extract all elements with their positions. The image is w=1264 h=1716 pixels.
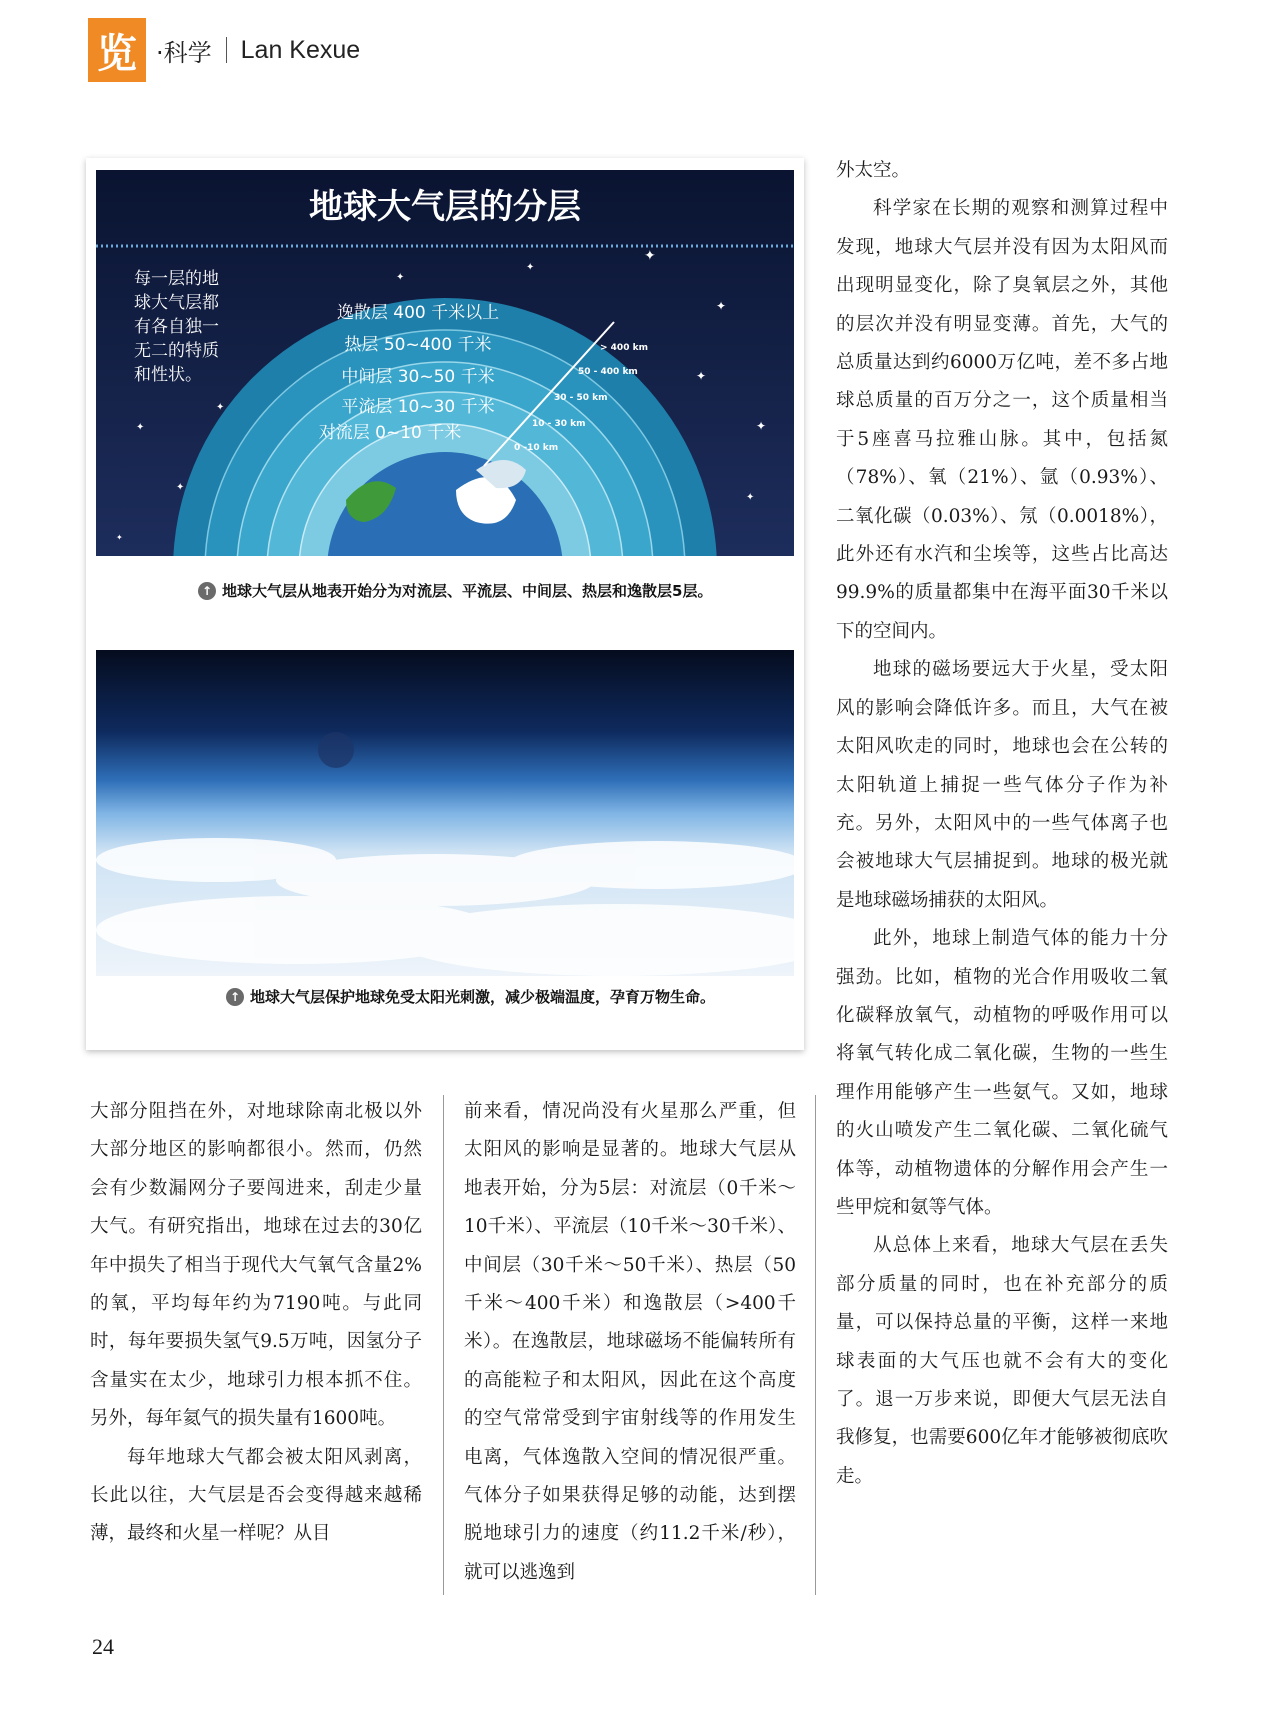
paragraph: 前来看，情况尚没有火星那么严重，但太阳风的影响是显著的。地球大气层从地表开始，分为5层：对流层（0千米～10千米）、平流层（10千米～30千米）、中间层（30千米～50千米）、热层（50千米～400千米）和逸散层（>400千米）。在逸散层，地球磁场不能偏转所有的高能粒子和太阳风，因此在这个高度的空气常常受到宇宙射线等的作用发生电离，气体逸散入空间的情况很严重。气体分子如果获得足够的动能，达到摆脱地球引力的速度（约11.2千米/秒），就可以逃逸到: [464, 1101, 796, 1583]
paragraph: 科学家在长期的观察和测算过程中发现，地球大气层并没有因为太阳风而出现明显变化，除了臭氧层之外，其他的层次并没有明显变薄。首先，大气的总质量达到约6000万亿吨，差不多占地球总质量的百万分之一，这个质量相当于5座喜马拉雅山脉。其中，包括氮（78%）、氧（21%）、氩（0.93%）、二氧化碳（0.03%）、氖（0.0018%），此外还有水汽和尘埃等，这些占比高达99.9%的质量都集中在海平面30千米以下的空间内。: [836, 198, 1168, 642]
paragraph: 大部分阻挡在外，对地球除南北极以外大部分地区的影响都很小。然而，仍然会有少数漏网分子要闯进来，刮走少量大气。有研究指出，地球在过去的30亿年中损失了相当于现代大气氧气含量2%的氧，平均每年约为7190吨。与此同时，每年要损失氢气9.5万吨，因氢分子含量实在太少，地球引力根本抓不住。另外，每年氦气的损失量有1600吨。: [90, 1101, 422, 1430]
column-divider: [443, 1095, 444, 1595]
text-column-right: [836, 152, 1168, 1496]
header-divider: [226, 37, 227, 63]
scale-label: > 400 km: [600, 343, 648, 353]
svg-text:✦: ✦: [176, 482, 185, 493]
svg-text:✦: ✦: [526, 262, 535, 273]
section-label: ·科学: [156, 38, 212, 67]
figure1-caption-text: 地球大气层从地表开始分为对流层、平流层、中间层、热层和逸散层5层。: [222, 582, 713, 600]
page-number: 24: [92, 1634, 114, 1659]
earth-horizon-photo: [96, 650, 794, 976]
paragraph: 每年地球大气都会被太阳风剥离，长此以往，大气层是否会变得越来越稀薄，最终和火星一样呢？从目: [90, 1446, 422, 1545]
text-column-middle: [464, 1093, 796, 1592]
svg-text:✦: ✦: [756, 419, 767, 433]
side-note-line: 球大气层都: [134, 293, 219, 313]
side-note-line: 和性状。: [134, 365, 202, 385]
layer-label-mesosphere: 中间层 30~50 千米: [341, 367, 495, 387]
scale-label: 0 -10 km: [514, 443, 559, 453]
layer-label-thermosphere: 热层 50~400 千米: [344, 335, 492, 355]
svg-text:✦: ✦: [746, 492, 755, 503]
svg-text:✦: ✦: [136, 422, 145, 433]
figure-frame: [86, 158, 804, 1050]
layer-label-troposphere: 对流层 0~10 千米: [318, 423, 462, 443]
svg-text:✦: ✦: [216, 402, 225, 413]
scale-label: 30 - 50 km: [554, 393, 608, 403]
moon-icon: [318, 732, 354, 768]
figure2-caption: [226, 986, 715, 1007]
figure1-caption: [198, 580, 712, 601]
svg-text:✦: ✦: [696, 369, 707, 383]
figure2-caption-text: 地球大气层保护地球免受太阳光刺激，减少极端温度，孕育万物生命。: [250, 988, 716, 1006]
figure-title: 地球大气层的分层: [309, 187, 581, 227]
page-header: [88, 18, 360, 82]
paragraph: 此外，地球上制造气体的能力十分强劲。比如，植物的光合作用吸收二氧化碳释放氧气，动植物的呼吸作用可以将氧气转化成二氧化碳，生物的一些生理作用能够产生一些氨气。又如，地球的火山喷发产生二氧化碳、二氧化硫气体等，动植物遗体的分解作用会产生一些甲烷和氨等气体。: [836, 928, 1168, 1218]
scale-label: 10 - 30 km: [532, 419, 586, 429]
svg-text:✦: ✦: [116, 533, 123, 542]
paragraph: 地球的磁场要远大于火星，受太阳风的影响会降低许多。而且，大气在被太阳风吹走的同时，地球也会在公转的太阳轨道上捕捉一些气体分子作为补充。另外，太阳风中的一些气体离子也会被地球大气层捕捉到。地球的极光就是地球磁场捕获的太阳风。: [836, 659, 1168, 911]
layer-label-stratosphere: 平流层 10~30 千米: [341, 397, 495, 417]
paragraph: 从总体上来看，地球大气层在丢失部分质量的同时，也在补充部分的质量，可以保持总量的平衡，这样一来地球表面的大气压也就不会有大的变化了。退一万步来说，即便大气层无法自我修复，也需要600亿年才能够被彻底吹走。: [836, 1235, 1168, 1487]
scale-label: 50 - 400 km: [578, 367, 638, 377]
layer-label-exosphere: 逸散层 400 千米以上: [336, 303, 500, 323]
text-column-left: [90, 1093, 422, 1554]
side-note-line: 每一层的地: [134, 269, 219, 289]
side-note-line: 无二的特质: [134, 341, 219, 361]
arrow-up-icon: ↑: [226, 988, 244, 1006]
atmosphere-layers-figure: [96, 170, 794, 556]
magazine-logo: 览: [88, 18, 146, 82]
svg-text:✦: ✦: [396, 272, 405, 283]
column-divider: [815, 1095, 816, 1595]
svg-text:✦: ✦: [644, 248, 656, 264]
paragraph: 外太空。: [836, 160, 911, 181]
section-english: Lan Kexue: [240, 35, 361, 64]
arrow-up-icon: ↑: [198, 582, 216, 600]
side-note-line: 有各自独一: [134, 317, 219, 337]
svg-text:✦: ✦: [716, 299, 727, 313]
